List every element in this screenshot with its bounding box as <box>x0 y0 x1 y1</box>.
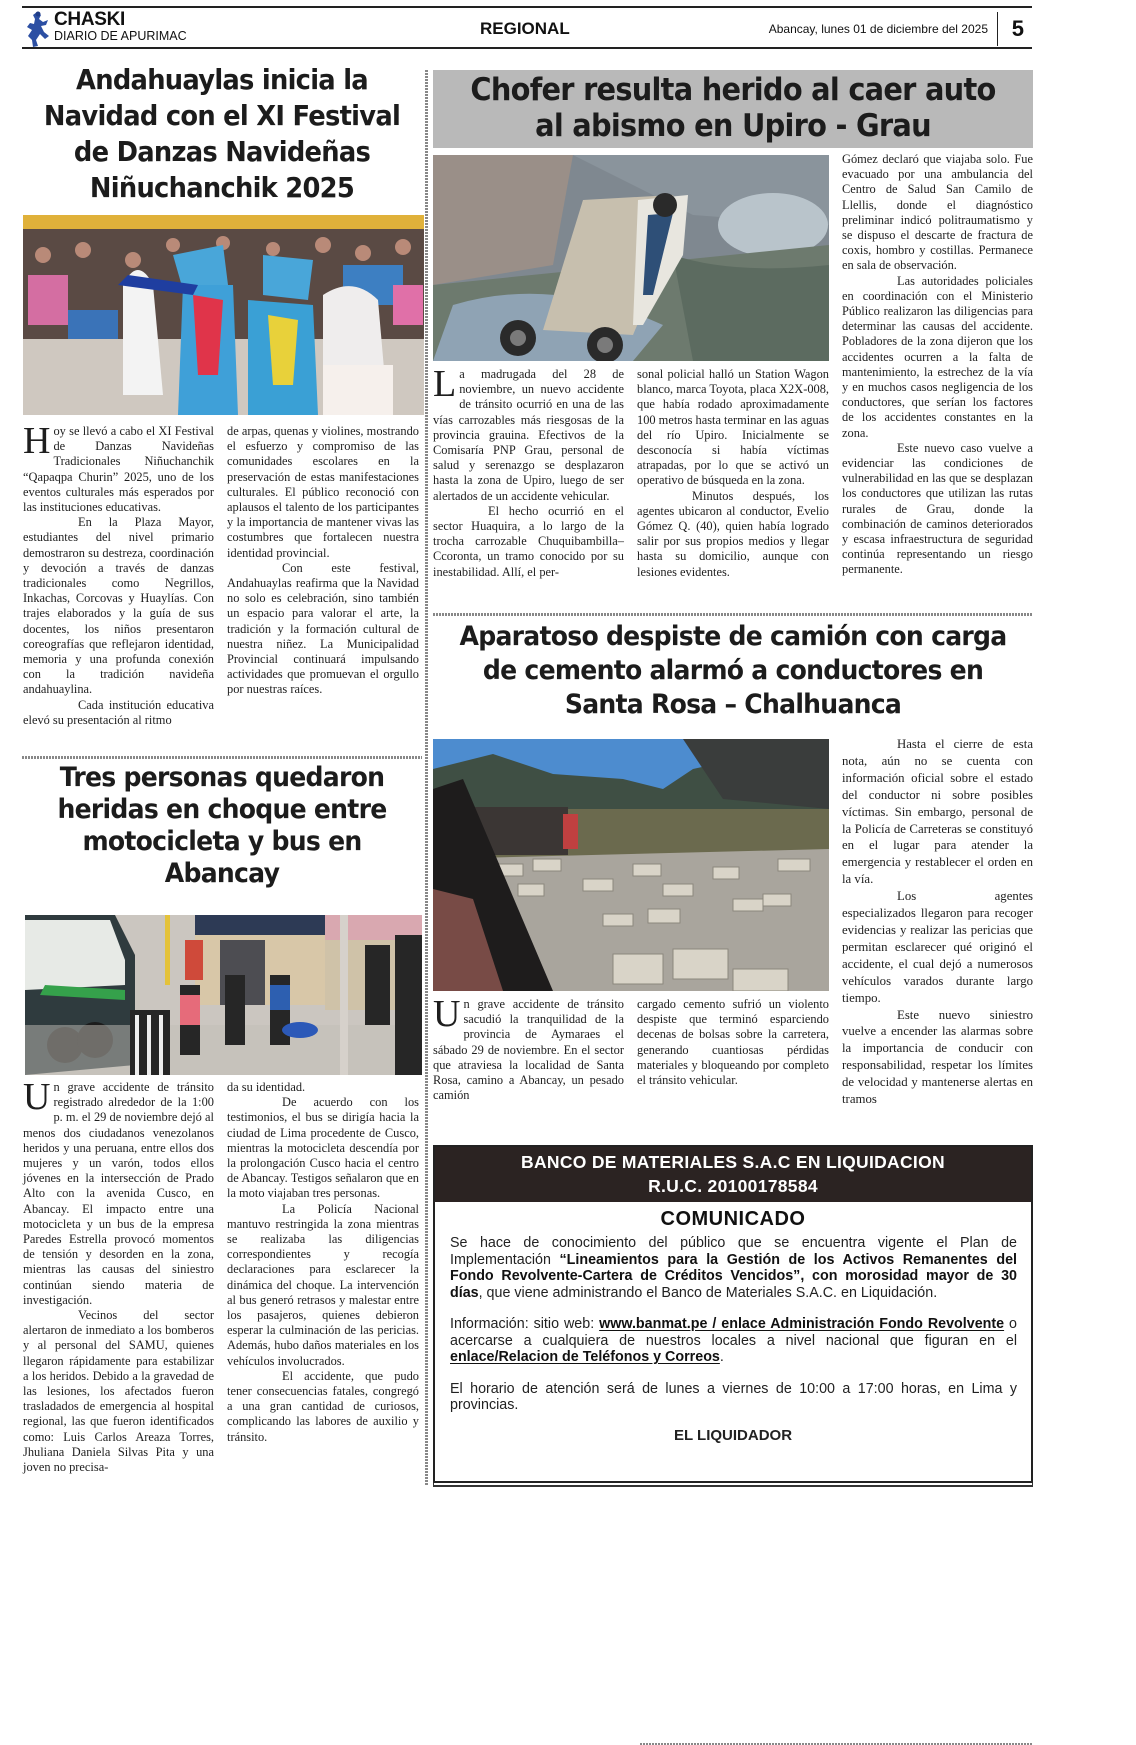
paragraph: Este nuevo siniestro vuelve a encender las alarmas sobre la importancia de conducir con responsabilidad, respetar los límites de velocidad y mantenerse alertas en tramos <box>842 1007 1033 1107</box>
paragraph: Vecinos del sector alertaron de inmediato a los bomberos y al personal del SAMU, quienes llegaron rápidamente para estabilizar a los heridos. Debido a la gravedad de las lesiones, los afectados fueron trasladados de emergencia al hospital regional, las que fueron identificados como: Luis Carlos Areaza Torres, Jhuliana Daniela Silvas Pita y una joven no precisa- <box>23 1308 214 1475</box>
ad-text: o acercarse a cualquiera de nuestros locales a nivel nacional que figuran en el <box>450 1316 1017 1349</box>
paragraph: da su identidad. <box>227 1080 306 1094</box>
paragraph: De acuerdo con los testimonios, el bus se dirigía hacia la ciudad de Lima procedente de Cusco, mientras la motocicleta descendía por la prolongación Cusco hacia el centro de Abancay. Testigos señalaron que en la moto viajaban tres personas. <box>227 1095 419 1201</box>
paragraph: a madrugada del 28 de noviembre, un nuevo accidente de tránsito ocurrió en una de las vías carrozables más riesgosas de la provincia grauina. Efectivos de la Comisaría PNP Grau, personal de salud y serenazgo se desplazaron hasta la zona de Upiro, luego de ser alertados de un accidente vehicular. <box>433 367 624 503</box>
paragraph: oy se llevó a cabo el XI Festival de Danzas Navideñas Tradicionales Niñuchanchik “Qapaqpa Churin” 2025, uno de los eventos culturales más esperados por las instituciones educativas. <box>23 424 214 515</box>
paragraph: n grave accidente de tránsito sacudió la tranquilidad de la provincia de Aymaraes el sábado 29 de noviembre. En el sector que atraviesa la localidad de Santa Rosa, camino a Abancay, un pesado camión <box>433 997 624 1103</box>
ad-paragraph <box>450 1235 1017 1301</box>
ad-paragraph <box>450 1316 1017 1366</box>
paragraph: Gómez declaró que viajaba solo. Fue evacuado por una ambulancia del Centro de Salud San Camilo de Llellis, donde el diagnóstico preliminar indicó politraumatismo y se dispuso el descarte de fractura de coxis, hombro y costillas. Permanece en sala de observación. <box>842 152 1033 273</box>
paragraph: Las autoridades policiales en coordinación con el Ministerio Público realizaron las diligencias para determinar las causas del accidente. Pobladores de la zona dijeron que los accidentes ocurren a la falta de mantenimiento, la estrechez de la vía y en muchos casos negligencia de los conductores, que serían los factores de los accidentes constantes en la zona. <box>842 273 1033 440</box>
ad-text: , que viene administrando el Banco de Materiales S.A.C. en Liquidación. <box>478 1284 938 1301</box>
article-column <box>23 1076 214 1475</box>
dateline: Abancay, lunes 01 de diciembre del 2025 <box>768 22 988 36</box>
article-column <box>842 736 1033 1108</box>
ad-paragraph: El horario de atención será de lunes a viernes de 10:00 a 17:00 horas, en Lima y provincias. <box>450 1380 1017 1413</box>
runner-messenger-icon <box>24 10 50 48</box>
divider <box>997 12 998 46</box>
ad-header <box>435 1147 1031 1202</box>
ad-text: Información: sitio web: <box>450 1316 600 1332</box>
article-column <box>23 420 214 728</box>
article-column <box>227 1080 419 1445</box>
paragraph: Este nuevo caso vuelve a evidenciar las condiciones de vulnerabilidad en las que se desplazan los conductores que utilizan las rutas rurales de Grau, donde la combinación de caminos deteriorados y escasa infraestructura de seguridad continúa representando un riesgo permanente. <box>842 440 1033 577</box>
paragraph: El hecho ocurrió en el sector Huaquira, a lo largo de la trocha carrozable Chuquibambilla–Ccoronta, un tramo conocido por su inestabilidad. Allí, el per- <box>433 503 624 579</box>
column-divider <box>425 70 428 1485</box>
article-column <box>433 363 624 580</box>
ad-signature: EL LIQUIDADOR <box>673 1426 793 1444</box>
section-divider <box>22 756 422 759</box>
paragraph: La Policía Nacional mantuvo restringida la zona mientras se realizaba las diligencias correspondientes y recogía declaraciones para esclarecer la dinámica del choque. La intervención al bus generó retrasos y malestar entre los pasajeros, quienes debieron esperar la culminación de las pericias. Además, hubo daños materiales en los vehículos involucrados. <box>227 1201 419 1368</box>
paragraph: de arpas, quenas y violines, mostrando el esfuerzo y compromiso de las comunidades escolares en la preservación de estas manifestaciones culturales. El público reconoció con aplausos el talento de los participantes y la importancia de mantener vivas las costumbres que fortalecen nuestra identidad provincial. <box>227 424 419 560</box>
paragraph: Los agentes especializados llegaron para recoger evidencias y realizar las pericias que permitan esclarecer qué originó el accidente, el cual dejó a numerosos vehículos varados durante largo tiempo. <box>842 889 1033 1005</box>
paragraph: Hasta el cierre de esta nota, aún no se cuenta con información oficial sobre el estado del conductor ni sobre posibles víctimas. Sin embargo, personal de la Policía de Carreteras se constituyó en el lugar para atender la emergencia y restablecer el orden en la vía. <box>842 737 1033 887</box>
brand-subtitle: DIARIO DE APURIMAC <box>54 29 187 43</box>
photo-camion-cemento <box>433 739 829 991</box>
website-link[interactable]: www.banmat.pe / enlace Administración Fondo Revolvente <box>599 1316 1005 1332</box>
dropcap: L <box>433 363 457 405</box>
photo-choque-bus <box>25 915 422 1075</box>
dropcap: U <box>23 1076 51 1118</box>
article-column <box>842 152 1033 578</box>
paragraph: En la Plaza Mayor, estudiantes del nivel primario demostraron su destreza, coordinación y devoción a través de danzas tradicionales como Negrillos, Inkachas, Corcovas y Huaylías. Con trajes elaborados y la guía de sus docentes, los niños presentaron coreografías que reflejaron identidad, memoria y una profunda conexión con la tradición navideña andahuaylina. <box>23 515 214 697</box>
paragraph: cargado cemento sufrió un violento despiste que terminó esparciendo decenas de bolsas sobre la carretera, generando cuantiosas pérdidas materiales y bloqueando por completo el tránsito vehicular. <box>637 997 829 1088</box>
article-column <box>227 424 419 698</box>
contacts-link[interactable]: enlace/Relacion de Teléfonos y Correos <box>450 1349 720 1365</box>
brand-name: CHASKI <box>54 9 126 30</box>
ad-company: BANCO DE MATERIALES S.A.C EN LIQUIDACION <box>521 1152 945 1172</box>
ad-body <box>435 1231 1031 1414</box>
ad-text: . <box>719 1349 724 1365</box>
photo-danzas <box>23 215 424 415</box>
headline: Andahuaylas inicia la Navidad con el XI Festival de Danzas Navideñas Niñuchanchik 2025 <box>43 63 401 204</box>
paragraph: El accidente, que pudo tener consecuencias fatales, congregó a una gran cantidad de curiosos, complicando las labores de auxilio y tránsito. <box>227 1368 419 1444</box>
masthead <box>22 6 1032 49</box>
headline: Chofer resulta herido al caer auto al abismo en Upiro - Grau <box>470 72 996 144</box>
article-column <box>637 997 829 1088</box>
ad-title: COMUNICADO <box>660 1208 806 1230</box>
dropcap: U <box>433 993 461 1035</box>
ad-ruc: R.U.C. 20100178584 <box>648 1176 818 1196</box>
article-column <box>637 367 829 580</box>
brand <box>54 11 187 43</box>
paragraph: Con este festival, Andahuaylas reafirma que la Navidad no solo es celebración, sino también un espacio para valorar el arte, la tradición y la formación cultural de nuestra niñez. La Municipalidad Provincial continuará impulsando actividades que promuevan el orgullo por nuestras raíces. <box>227 560 419 697</box>
photo-auto-volcado <box>433 155 829 361</box>
article-column <box>433 993 624 1103</box>
ad-text: Se hace de conocimiento del público que se encuentra vigente el Plan de Implementación <box>450 1235 1017 1268</box>
paragraph: Minutos después, los agentes ubicaron al conductor, Evelio Gómez Q. (40), quien había logrado salir por sus propios medios y llegar hasta su domicilio, aunque con lesiones evidentes. <box>637 488 829 579</box>
section-title: REGIONAL <box>480 19 570 38</box>
dropcap: H <box>23 420 51 462</box>
advertisement-comunicado <box>433 1145 1033 1483</box>
paragraph: sonal policial halló un Station Wagon blanco, marca Toyota, placa X2X-008, que había rodado aproximadamente 100 metros hasta terminar en las aguas del río Upiro. Inicialmente se desconocía si había víctimas atrapadas, por lo que se activó un operativo de búsqueda en la zona. <box>637 367 829 488</box>
headline: Aparatoso despiste de camión con carga de cemento alarmó a conductores en Santa Rosa – Chalhuanca <box>459 621 1007 720</box>
section-divider <box>433 613 1033 616</box>
page-number: 5 <box>1011 16 1024 41</box>
paragraph: n grave accidente de tránsito registrado alrededor de la 1:00 p. m. el 29 de noviembre dejó al menos dos ciudadanos venezolanos heridos y una peruana, entre ellos dos mujeres y un varón, todos ellos jóvenes en la intersección de Prado Alto con la avenida Cusco, en Abancay. El impacto entre una motocicleta y un bus de la empresa Paredes Estrella provocó momentos de tensión y desorden en la zona, mientras las causas del siniestro continúan siendo materia de investigación. <box>23 1080 214 1307</box>
paragraph: Cada institución educativa elevó su presentación al ritmo <box>23 697 214 727</box>
ad-bold-text: “Lineamientos para la Gestión de los Activos Remanentes del Fondo Revolvente-Cartera de Créditos Vencidos”, con morosidad mayor de 30 días <box>450 1251 1017 1301</box>
headline: Tres personas quedaron heridas en choque entre motocicleta y bus en Abancay <box>57 762 387 889</box>
